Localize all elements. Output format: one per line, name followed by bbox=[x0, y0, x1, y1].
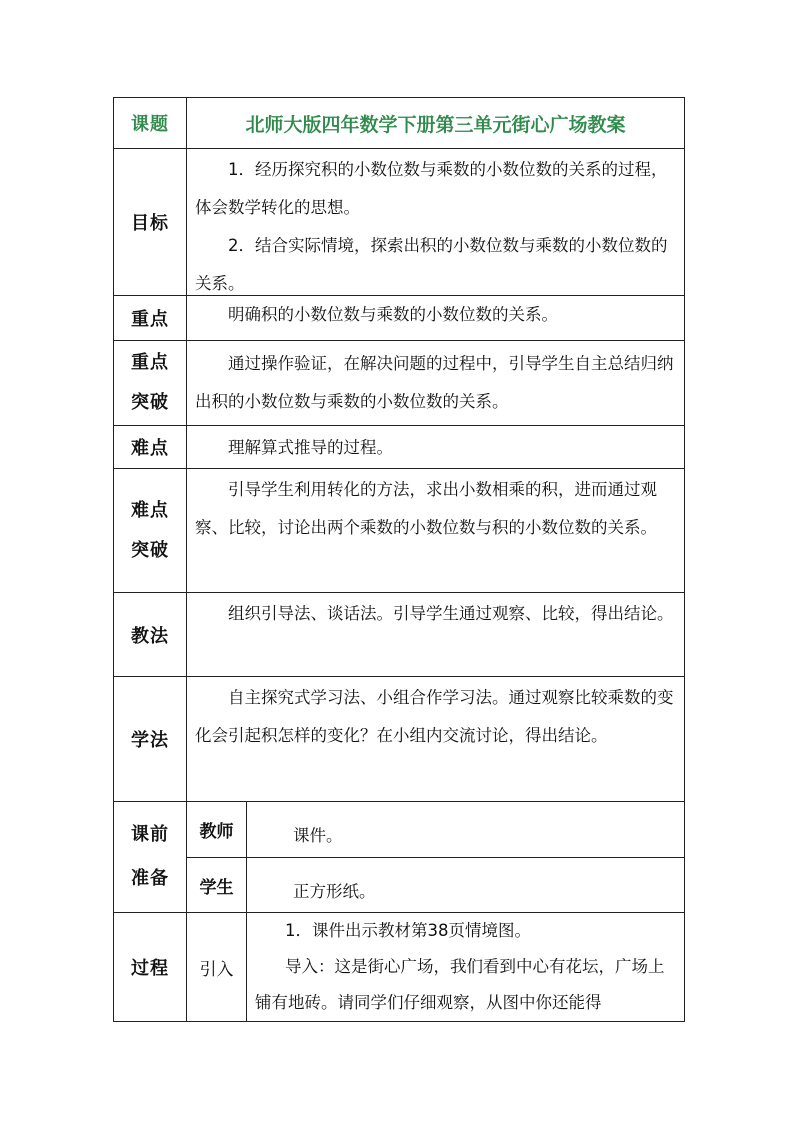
intro-label-cell bbox=[186, 912, 247, 1022]
title-label: 课题 bbox=[131, 114, 169, 135]
difficulty-breakthrough-content-cell bbox=[186, 468, 685, 593]
key-point-label-cell bbox=[113, 295, 187, 341]
difficulty-breakthrough-label-1: 难点 bbox=[131, 499, 169, 521]
goal-item-2: 2．结合实际情境，探索出积的小数位数与乘数的小数位数的关系。 bbox=[195, 236, 668, 293]
preparation-label-1: 课前 bbox=[131, 824, 169, 845]
key-breakthrough-label-1: 重点 bbox=[131, 352, 169, 373]
difficulty-breakthrough-label-2: 突破 bbox=[131, 539, 169, 561]
learning-method-text: 自主探究式学习法、小组合作学习法。通过观察比较乘数的变化会引起积怎样的变化？在小组内交流讨论，得出结论。 bbox=[195, 688, 674, 745]
teaching-method-content-cell bbox=[186, 592, 685, 677]
learning-method-label-cell bbox=[113, 676, 187, 802]
title-cell bbox=[186, 97, 685, 149]
student-label: 学生 bbox=[199, 877, 234, 898]
preparation-label-2: 准备 bbox=[131, 868, 169, 889]
difficulty-label-cell bbox=[113, 425, 187, 469]
process-label: 过程 bbox=[131, 958, 169, 979]
teaching-method-label-cell bbox=[113, 592, 187, 677]
intro-content-cell bbox=[246, 912, 685, 1022]
key-breakthrough-label-cell bbox=[113, 340, 187, 426]
difficulty-text: 理解算式推导的过程。 bbox=[228, 438, 393, 457]
intro-label: 引入 bbox=[199, 959, 234, 980]
teaching-method-text: 组织引导法、谈话法。引导学生通过观察、比较，得出结论。 bbox=[228, 604, 674, 623]
difficulty-content-cell bbox=[186, 425, 685, 469]
difficulty-label: 难点 bbox=[131, 438, 169, 459]
goal-item-1: 1．经历探究积的小数位数与乘数的小数位数的关系的过程，体会数学转化的思想。 bbox=[195, 160, 668, 217]
preparation-label-cell bbox=[113, 801, 187, 913]
teaching-method-label: 教法 bbox=[131, 625, 169, 647]
key-breakthrough-label-2: 突破 bbox=[131, 392, 169, 413]
goals-content-cell bbox=[186, 148, 685, 296]
teacher-label: 教师 bbox=[199, 822, 234, 842]
intro-line-1: 1．课件出示教材第38页情境图。 bbox=[285, 921, 531, 940]
key-point-label: 重点 bbox=[131, 309, 169, 330]
learning-method-content-cell bbox=[186, 676, 685, 802]
goals-label: 目标 bbox=[131, 213, 169, 234]
difficulty-breakthrough-label-cell bbox=[113, 468, 187, 593]
student-label-cell bbox=[186, 857, 247, 913]
learning-method-label: 学法 bbox=[131, 730, 169, 751]
key-breakthrough-content-cell bbox=[186, 340, 685, 426]
teacher-prep-text: 课件。 bbox=[293, 826, 343, 845]
student-prep-cell bbox=[246, 857, 685, 913]
difficulty-breakthrough-text: 引导学生利用转化的方法，求出小数相乘的积，进而通过观察、比较，讨论出两个乘数的小数位数与积的小数位数的关系。 bbox=[195, 480, 657, 537]
key-point-text: 明确积的小数位数与乘数的小数位数的关系。 bbox=[228, 305, 558, 324]
page-title: 北师大版四年数学下册第三单元街心广场教案 bbox=[245, 113, 626, 136]
student-prep-text: 正方形纸。 bbox=[293, 882, 376, 901]
teacher-label-cell bbox=[186, 801, 247, 858]
intro-line-2: 导入：这是街心广场，我们看到中心有花坛，广场上铺有地砖。请同学们仔细观察，从图中你还能得 bbox=[255, 957, 665, 1012]
process-label-cell bbox=[113, 912, 187, 1022]
key-breakthrough-text: 通过操作验证，在解决问题的过程中，引导学生自主总结归纳出积的小数位数与乘数的小数位数的关系。 bbox=[195, 354, 674, 411]
teacher-prep-cell bbox=[246, 801, 685, 858]
title-label-cell bbox=[113, 97, 187, 149]
key-point-content-cell bbox=[186, 295, 685, 341]
goals-label-cell bbox=[113, 148, 187, 296]
